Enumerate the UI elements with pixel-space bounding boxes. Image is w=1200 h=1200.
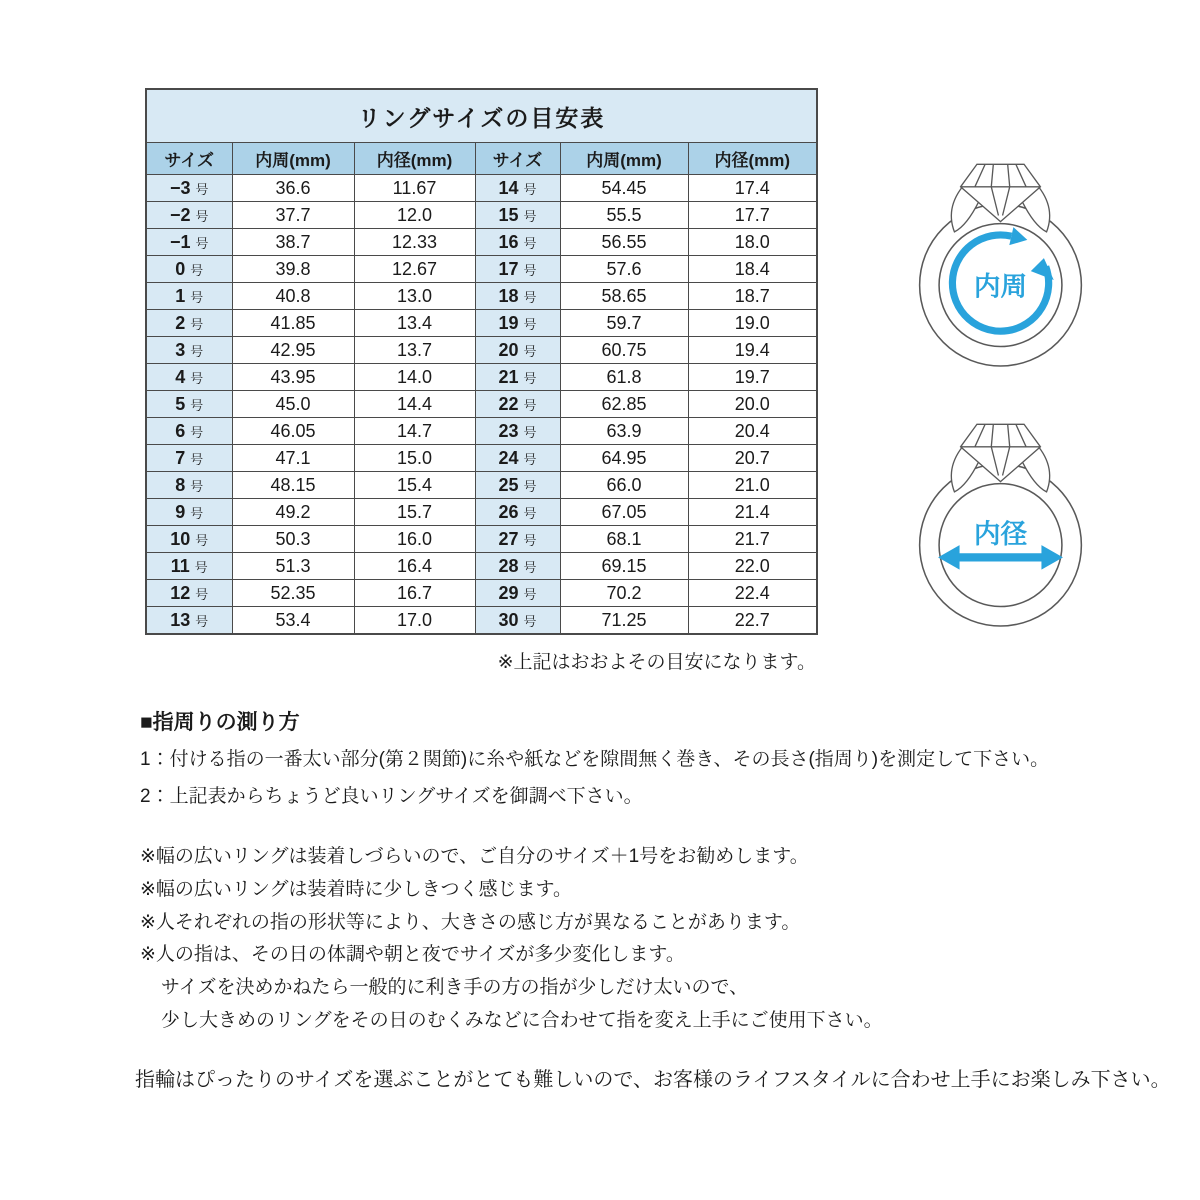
value-cell: 59.7 [560,310,688,337]
value-cell: 20.4 [688,418,817,445]
value-cell: 18.0 [688,229,817,256]
table-row [146,391,817,418]
size-cell: 15 号 [475,202,560,229]
size-cell: 0 号 [146,256,232,283]
size-cell: 11 号 [146,553,232,580]
size-cell: 7 号 [146,445,232,472]
note-finger-shape: ※人それぞれの指の形状等により、大きさの感じ方が異なることがあります。 [140,912,801,933]
column-header-circ-2: 内周(mm) [560,143,688,175]
value-cell: 41.85 [232,310,354,337]
size-cell: 23 号 [475,418,560,445]
value-cell: 12.67 [354,256,475,283]
value-cell: 52.35 [232,580,354,607]
value-cell: 21.0 [688,472,817,499]
value-cell: 61.8 [560,364,688,391]
column-header-diam-2: 内径(mm) [688,143,817,175]
instruction-step-1: 1：付ける指の一番太い部分(第２関節)に糸や紙などを隙間無く巻き、その長さ(指周り)を測定して下さい。 [140,749,1050,770]
value-cell: 56.55 [560,229,688,256]
table-row [146,256,817,283]
value-cell: 22.0 [688,553,817,580]
size-cell: 27 号 [475,526,560,553]
value-cell: 37.7 [232,202,354,229]
value-cell: 57.6 [560,256,688,283]
value-cell: 42.95 [232,337,354,364]
value-cell: 51.3 [232,553,354,580]
value-cell: 13.4 [354,310,475,337]
size-cell: 29 号 [475,580,560,607]
size-cell: −3 号 [146,175,232,202]
table-row [146,580,817,607]
size-cell: 6 号 [146,418,232,445]
table-row [146,310,817,337]
value-cell: 53.4 [232,607,354,635]
value-cell: 17.7 [688,202,817,229]
note-wide-ring-size-up: ※幅の広いリングは装着しづらいので、ご自分のサイズ＋1号をお勧めします。 [140,846,809,867]
value-cell: 68.1 [560,526,688,553]
size-cell: −1 号 [146,229,232,256]
value-cell: 14.4 [354,391,475,418]
note-dominant-hand: サイズを決めかねたら一般的に利き手の方の指が少しだけ太いので、 [161,977,749,998]
size-cell: 20 号 [475,337,560,364]
value-cell: 22.7 [688,607,817,635]
value-cell: 46.05 [232,418,354,445]
value-cell: 21.7 [688,526,817,553]
value-cell: 19.7 [688,364,817,391]
size-cell: 25 号 [475,472,560,499]
size-cell: 17 号 [475,256,560,283]
size-cell: 12 号 [146,580,232,607]
table-footnote: ※上記はおおよその目安になります。 [497,652,816,673]
value-cell: 16.7 [354,580,475,607]
table-row [146,175,817,202]
value-cell: 22.4 [688,580,817,607]
value-cell: 69.15 [560,553,688,580]
size-cell: 21 号 [475,364,560,391]
value-cell: 15.0 [354,445,475,472]
value-cell: 63.9 [560,418,688,445]
value-cell: 36.6 [232,175,354,202]
value-cell: 19.0 [688,310,817,337]
column-header-circ: 内周(mm) [232,143,354,175]
size-cell: 30 号 [475,607,560,635]
size-cell: 28 号 [475,553,560,580]
size-cell: 8 号 [146,472,232,499]
size-cell: 13 号 [146,607,232,635]
value-cell: 17.0 [354,607,475,635]
table-row [146,526,817,553]
table-row [146,472,817,499]
value-cell: 11.67 [354,175,475,202]
value-cell: 14.7 [354,418,475,445]
table-row [146,202,817,229]
ring-inner-circumference-diagram [903,152,1098,367]
value-cell: 50.3 [232,526,354,553]
table-row [146,418,817,445]
note-swelling-advice: 少し大きめのリングをその日のむくみなどに合わせて指を変え上手にご使用下さい。 [161,1010,883,1031]
value-cell: 18.4 [688,256,817,283]
size-cell: 18 号 [475,283,560,310]
value-cell: 15.4 [354,472,475,499]
value-cell: 16.4 [354,553,475,580]
value-cell: 18.7 [688,283,817,310]
value-cell: 43.95 [232,364,354,391]
value-cell: 62.85 [560,391,688,418]
table-row [146,229,817,256]
value-cell: 12.33 [354,229,475,256]
table-title-row [146,89,817,143]
size-cell: −2 号 [146,202,232,229]
value-cell: 38.7 [232,229,354,256]
size-cell: 2 号 [146,310,232,337]
note-wide-ring-tight: ※幅の広いリングは装着時に少しきつく感じます。 [140,879,573,900]
value-cell: 45.0 [232,391,354,418]
table-row [146,283,817,310]
value-cell: 20.0 [688,391,817,418]
size-cell: 24 号 [475,445,560,472]
size-cell: 9 号 [146,499,232,526]
size-cell: 19 号 [475,310,560,337]
table-row [146,337,817,364]
value-cell: 16.0 [354,526,475,553]
value-cell: 70.2 [560,580,688,607]
value-cell: 67.05 [560,499,688,526]
size-cell: 14 号 [475,175,560,202]
table-row [146,553,817,580]
value-cell: 58.65 [560,283,688,310]
size-cell: 5 号 [146,391,232,418]
value-cell: 54.45 [560,175,688,202]
inner-circumference-label: 内周 [973,271,1028,302]
value-cell: 55.5 [560,202,688,229]
instruction-step-2: 2：上記表からちょうど良いリングサイズを御調べ下さい。 [140,786,643,807]
table-row [146,445,817,472]
value-cell: 13.7 [354,337,475,364]
value-cell: 19.4 [688,337,817,364]
value-cell: 47.1 [232,445,354,472]
value-cell: 21.4 [688,499,817,526]
ring-inner-diameter-diagram [903,412,1098,627]
table-title: リングサイズの目安表 [146,89,817,143]
value-cell: 49.2 [232,499,354,526]
size-cell: 26 号 [475,499,560,526]
ring-size-table [145,88,818,635]
value-cell: 20.7 [688,445,817,472]
inner-diameter-label: 内径 [973,519,1028,550]
closing-message: 指輪はぴったりのサイズを選ぶことがとても難しいので、お客様のライフスタイルに合わせ上手にお楽しみ下さい。 [135,1069,1171,1091]
size-cell: 1 号 [146,283,232,310]
value-cell: 60.75 [560,337,688,364]
value-cell: 39.8 [232,256,354,283]
column-header-size-2: サイズ [475,143,560,175]
size-cell: 22 号 [475,391,560,418]
size-cell: 3 号 [146,337,232,364]
size-table-body [146,175,817,635]
table-row [146,499,817,526]
value-cell: 12.0 [354,202,475,229]
table-header-row [146,143,817,175]
column-header-size: サイズ [146,143,232,175]
table-row [146,364,817,391]
value-cell: 64.95 [560,445,688,472]
value-cell: 48.15 [232,472,354,499]
note-size-changes: ※人の指は、その日の体調や朝と夜でサイズが多少変化します。 [140,944,685,965]
size-cell: 16 号 [475,229,560,256]
value-cell: 13.0 [354,283,475,310]
value-cell: 66.0 [560,472,688,499]
value-cell: 40.8 [232,283,354,310]
value-cell: 71.25 [560,607,688,635]
size-cell: 4 号 [146,364,232,391]
value-cell: 15.7 [354,499,475,526]
value-cell: 17.4 [688,175,817,202]
size-cell: 10 号 [146,526,232,553]
table-row [146,607,817,635]
value-cell: 14.0 [354,364,475,391]
measuring-instructions-heading: ■指周りの測り方 [140,711,300,734]
column-header-diam: 内径(mm) [354,143,475,175]
